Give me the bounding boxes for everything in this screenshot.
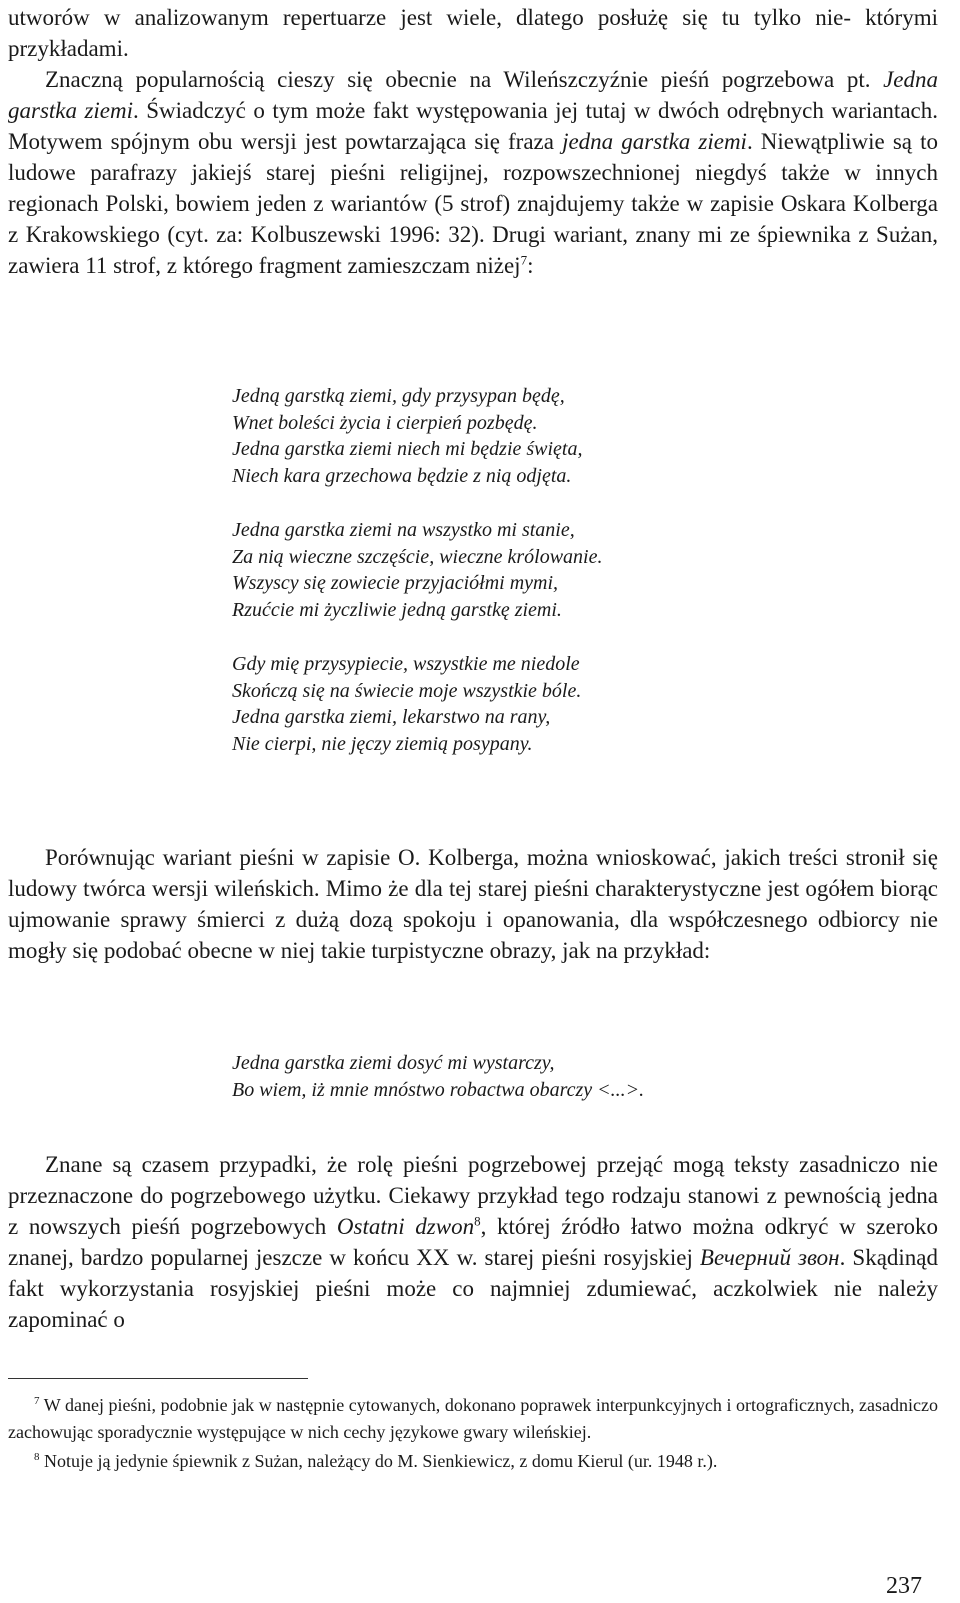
page-number: 237 — [886, 1573, 922, 1599]
footnote-mark: 7 — [34, 1395, 40, 1407]
footnote-ref-7[interactable]: 7 — [520, 252, 528, 268]
text-run: Znaczną popularnością cieszy się obecnie na Wileńszczyźnie pieśń pogrzebowa pt. — [45, 67, 884, 92]
paragraph-kolberg: Porównując wariant pieśni w zapisie O. Kolberga, można wnioskować, jakich treści stronił się ludowy twórca wersji wileńskich. Mimo że dla tej starej pieśni charakterystyczne jest ogółem biorąc ujmowanie sprawy śmierci z dużą dozą spokoju i opanowania, dla współczesnego odbiorcy nie mogły się podobać obecne w niej takie turpistyczne obrazy, jak na przykład: — [8, 845, 938, 963]
verse-line: Wnet boleści życia i cierpień pozbędę. — [232, 411, 538, 434]
verse-line: Skończą się na świecie moje wszystkie bóle. — [232, 679, 582, 702]
text-run: , której źródło łatwo można odkryć w szeroko znanej, bardzo popularnej jeszcze w końcu XX w. starej pieśni rosyjskiej — [8, 1214, 938, 1270]
verse-line: Jedna garstka ziemi dosyć mi wystarczy, — [232, 1052, 555, 1074]
stanza-2 — [232, 517, 932, 623]
text-line: utworów w analizowanym repertuarze jest wiele, dlatego posłużę się tu tylko nie- — [8, 5, 852, 30]
song-title-italic: Ostatni dzwon — [336, 1214, 475, 1239]
footnote-separator — [8, 1378, 308, 1379]
verse-quotation-2 — [232, 1050, 932, 1103]
footnote-7 — [8, 1392, 938, 1446]
verse-line: Jedna garstka ziemi na wszystko mi stanie, — [232, 519, 575, 541]
paragraph-continuation — [8, 2, 938, 64]
bottom-prose — [8, 1149, 938, 1335]
stanza-1 — [232, 383, 932, 489]
verse-line: Gdy mię przysypiecie, wszystkie me niedole — [232, 653, 580, 675]
text-run: . Skądinąd fakt wykorzystania rosyjskiej pieśni może co najmniej zdumiewać, aczkolwiek nie należy zapominać o — [8, 1245, 939, 1332]
text-run: Znane są czasem przypadki, że rolę pieśni pogrzebowej przejąć mogą teksty zasadniczo nie przeznaczone do pogrzebowego użytku. Ciekawy przykład tego rodzaju stanowi z pewnością jedna z nowszych pieśń pogrzebowych — [8, 1152, 938, 1239]
footnote-mark: 8 — [34, 1451, 40, 1463]
verse-line: Niech kara grzechowa będzie z nią odjęta. — [232, 464, 572, 487]
footnote-text: Notuje ją jedynie śpiewnik z Sużan, należący do M. Sienkiewicz, z domu Kierul (ur. 1948 r.). — [39, 1451, 718, 1471]
text-run: . Świadczyć o tym może fakt występowania jej tutaj w dwóch odrębnych wariantach. Motywem spójnym obu wersji jest powtarzająca się fraza — [8, 98, 938, 154]
footnote-text: W danej pieśni, podobnie jak w następnie cytowanych, dokonano poprawek interpunkcyjnych i ortograficznych, zasadniczo zachowując sporadycznie występujące w nich cechy językowe gwary wileńskiej. — [8, 1395, 938, 1442]
verse-line: Bo wiem, iż mnie mnóstwo robactwa obarczy <...>. — [232, 1078, 645, 1101]
phrase-italic: jedna garstka ziemi — [562, 129, 747, 154]
verse-line: Jedna garstka ziemi, lekarstwo na rany, — [232, 706, 551, 728]
stanza-couplet — [232, 1050, 932, 1103]
text-run: . Niewątpliwie są to ludowe parafrazy jakiejś starej pieśni religijnej, rozpowszechnionej niegdyś także w innych regionach Polski, bowiem jeden z wariantów (5 strof) znajdujemy także w zapisie Oskara Kolberga z Krakowskiego (cyt. za: Kolbuszewski 1996: 32). Drugi wariant, znany mi ze śpiewnika z Sużan, zawiera 11 strof, z którego fragment zamieszczam niżej — [8, 129, 938, 278]
verse-line: Rzućcie mi życzliwie jedną garstkę ziemi. — [232, 598, 562, 621]
paragraph-ostatni-dzwon — [8, 1149, 938, 1335]
verse-line: Jedną garstką ziemi, gdy przysypan będę, — [232, 385, 565, 407]
top-prose — [8, 2, 938, 281]
text-line: którymi przykładami. — [8, 5, 938, 61]
footnotes — [8, 1392, 938, 1475]
text-run: : — [527, 253, 534, 278]
verse-line: Za nią wieczne szczęście, wieczne królowanie. — [232, 545, 603, 568]
middle-prose — [8, 842, 938, 966]
stanza-3 — [232, 651, 932, 757]
verse-quotation-1 — [232, 383, 932, 757]
paragraph-garstka — [8, 64, 938, 281]
verse-line: Nie cierpi, nie jęczy ziemią posypany. — [232, 732, 533, 755]
verse-line: Jedna garstka ziemi niech mi będzie święta, — [232, 438, 583, 460]
song-title-italic: Jedna garstka ziemi — [8, 67, 938, 123]
footnote-ref-8[interactable]: 8 — [474, 1213, 481, 1229]
footnote-8 — [8, 1448, 938, 1475]
russian-title-italic: Вечерний звон — [699, 1245, 840, 1270]
verse-line: Wszyscy się zowiecie przyjaciółmi mymi, — [232, 572, 559, 594]
